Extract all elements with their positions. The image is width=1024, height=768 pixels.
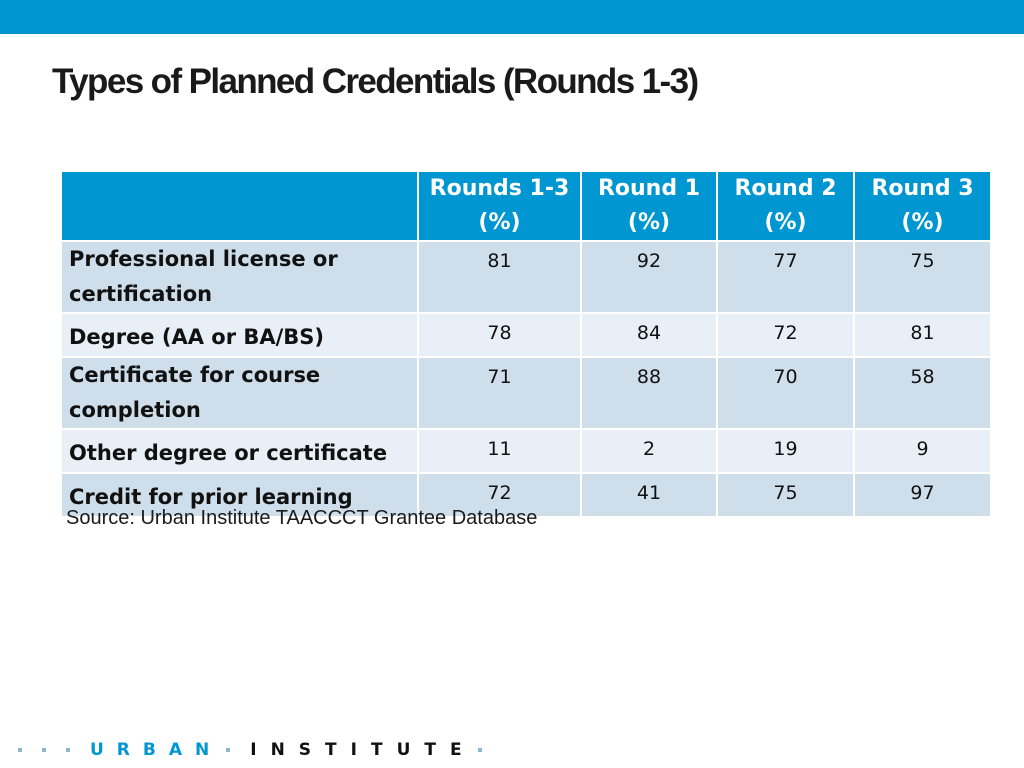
table-row	[61, 241, 991, 313]
cell-value: 71	[418, 357, 581, 429]
table-row	[61, 313, 991, 357]
header-round-2: Round 2 (%)	[717, 171, 854, 241]
table-row	[61, 429, 991, 473]
row-label: Degree (AA or BA/BS)	[61, 313, 418, 357]
header-rounds-1-3: Rounds 1-3 (%)	[418, 171, 581, 241]
header-round-1: Round 1 (%)	[581, 171, 717, 241]
cell-value: 78	[418, 313, 581, 357]
table-header-row	[61, 171, 991, 241]
cell-value: 2	[581, 429, 717, 473]
cell-value: 72	[717, 313, 854, 357]
source-note: Source: Urban Institute TAACCCT Grantee Database	[66, 507, 538, 529]
cell-value: 41	[581, 473, 717, 517]
cell-value: 81	[418, 241, 581, 313]
cell-value: 97	[854, 473, 991, 517]
row-label: Certificate for course completion	[61, 357, 418, 429]
cell-value: 11	[418, 429, 581, 473]
top-accent-bar	[0, 0, 1024, 34]
header-round-3: Round 3 (%)	[854, 171, 991, 241]
cell-value: 70	[717, 357, 854, 429]
header-blank	[61, 171, 418, 241]
cell-value: 75	[854, 241, 991, 313]
row-label: Other degree or certificate	[61, 429, 418, 473]
cell-value: 19	[717, 429, 854, 473]
logo-dot-icon	[66, 748, 70, 752]
credentials-table	[60, 170, 992, 518]
urban-institute-logo	[18, 738, 482, 762]
cell-value: 77	[717, 241, 854, 313]
cell-value: 72	[418, 473, 581, 517]
cell-value: 58	[854, 357, 991, 429]
page-title: Types of Planned Credentials (Rounds 1-3)	[52, 62, 698, 101]
logo-dot-icon	[18, 748, 22, 752]
cell-value: 88	[581, 357, 717, 429]
cell-value: 92	[581, 241, 717, 313]
table-row	[61, 357, 991, 429]
cell-value: 84	[581, 313, 717, 357]
logo-dot-icon	[42, 748, 46, 752]
logo-dot-icon	[226, 748, 230, 752]
row-label: Credit for prior learning	[61, 473, 418, 517]
logo-institute-text: INSTITUTE	[250, 740, 476, 760]
cell-value: 75	[717, 473, 854, 517]
cell-value: 81	[854, 313, 991, 357]
cell-value: 9	[854, 429, 991, 473]
row-label: Professional license or certification	[61, 241, 418, 313]
logo-urban-text: URBAN	[90, 740, 223, 760]
logo-dot-icon	[478, 748, 482, 752]
